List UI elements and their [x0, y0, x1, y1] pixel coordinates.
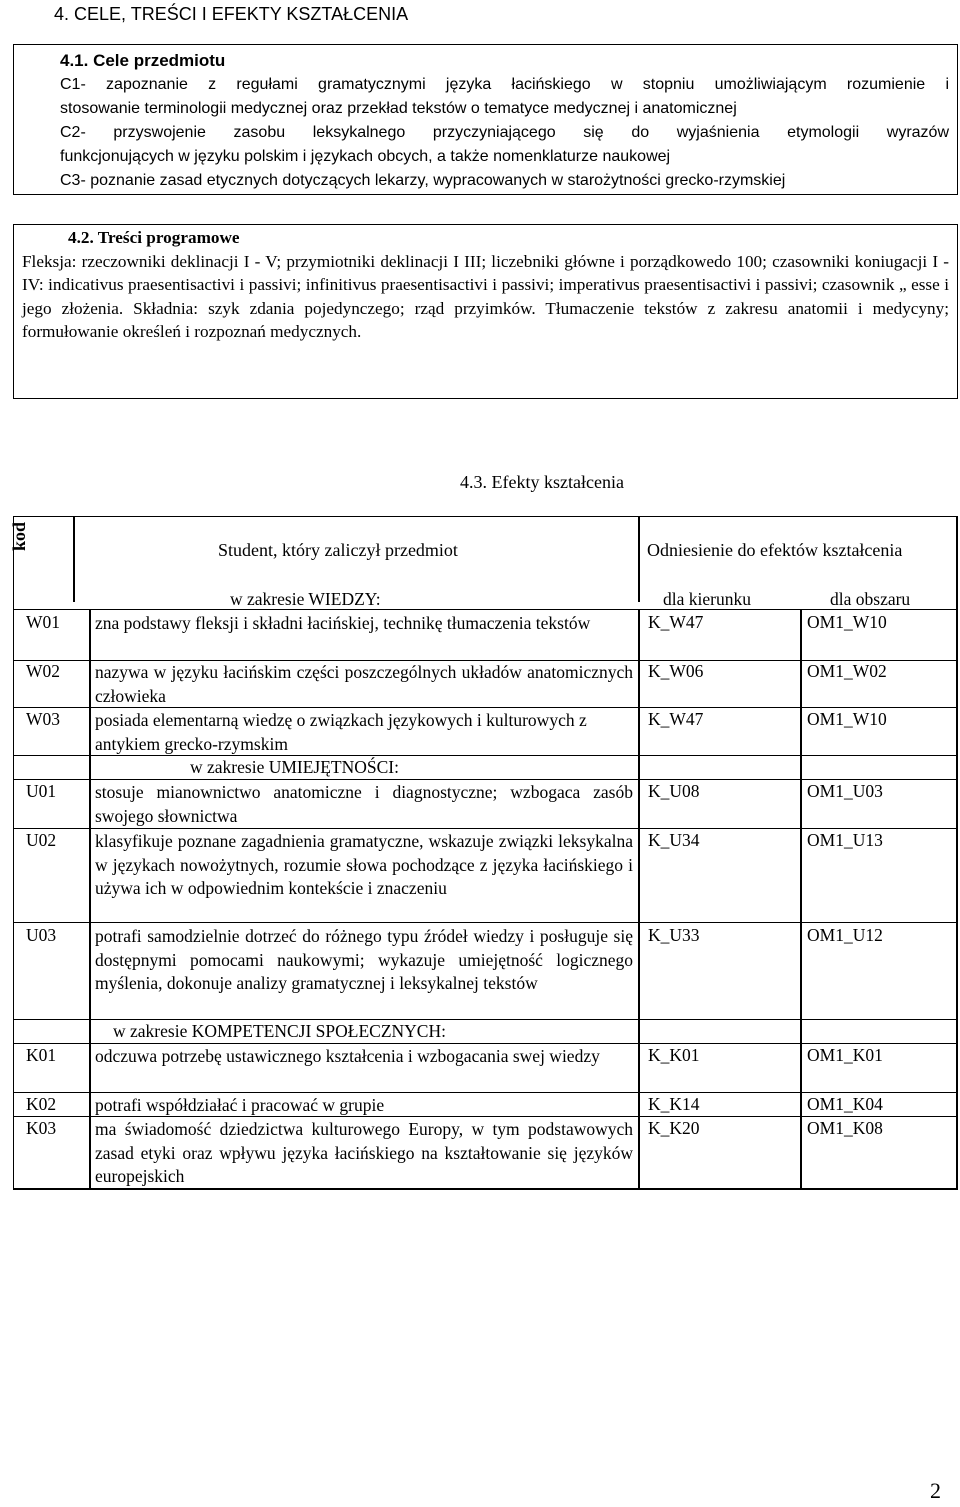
section-knowledge: w zakresie WIEDZY: [230, 589, 381, 609]
row-kierunek: K_W06 [648, 661, 704, 681]
contents-title: 4.2. Treści programowe [68, 228, 240, 247]
goals-title: 4.1. Cele przedmiotu [60, 51, 226, 70]
row-kierunek: K_U08 [648, 781, 700, 801]
goals-line: C2- przyswojenie zasobu leksykalnego przyczyniającego się do wyjaśnienia etymologii wyrazów [60, 124, 949, 141]
goals-box [13, 44, 958, 195]
row-description: klasyfikuje poznane zagadnienia gramatyczne, wskazuje związki leksykalna w językach nowożytnych, rozumie słowa pochodzące z języka łacińskiego i używa ich w odpowiednim kontekście i znaczeniu [95, 831, 633, 899]
row-obszar: OM1_W10 [807, 612, 887, 632]
row-kierunek: K_U33 [648, 925, 700, 945]
row-kierunek: K_W47 [648, 612, 704, 632]
goals-line: C3- poznanie zasad etycznych dotyczących lekarzy, wypracowanych w starożytności grecko-rzymskiej [60, 172, 786, 189]
obszar-header: dla obszaru [830, 589, 911, 609]
row-description: nazywa w języku łacińskim części poszczególnych układów anatomicznych człowieka [95, 662, 633, 706]
row-kierunek: K_U34 [648, 830, 700, 850]
row-code: U02 [26, 830, 57, 850]
row-kierunek: K_K14 [648, 1094, 700, 1114]
row-code: U01 [26, 781, 57, 801]
section-heading: 4. CELE, TREŚCI I EFEKTY KSZTAŁCENIA [54, 4, 409, 24]
row-kierunek: K_K20 [648, 1118, 700, 1138]
row-description: posiada elementarną wiedzę o związkach językowych i kulturowych z antykiem grecko-rzymskim [95, 710, 587, 754]
reference-column-header: Odniesienie do efektów kształcenia [647, 540, 903, 560]
contents-text: Fleksja: rzeczowniki deklinacji I - V; przymiotniki deklinacji I III; liczebniki główne i porządkowedo 100; czasowniki koniugacji I - IV: indicativus praesentisactivi i passivi; infinitivus praesentisactivi i passivi; imperativus praesentisactivi i passivi; czasownik „ esse i jego złożenia. Składnia: szyk zdania pojedynczego; rząd przyimków. Tłumaczenie tekstów z zakresu anatomii i medycyny; formułowanie określeń i rozpoznań medycznych. [22, 251, 949, 341]
row-code: W01 [26, 612, 61, 632]
row-code: K02 [26, 1094, 57, 1114]
row-obszar: OM1_K01 [807, 1045, 883, 1065]
row-code: W02 [26, 661, 61, 681]
goals-line: funkcjonujących w języku polskim i językach obcych, a także nomenklaturze naukowej [60, 148, 671, 165]
goals-line: stosowanie terminologii medycznej oraz przekład tekstów o tematyce medycznej i anatomicznej [60, 100, 737, 117]
row-code: W03 [26, 709, 61, 729]
row-obszar: OM1_W02 [807, 661, 887, 681]
row-obszar: OM1_U03 [807, 781, 883, 801]
row-obszar: OM1_U13 [807, 830, 883, 850]
row-obszar: OM1_K04 [807, 1094, 883, 1114]
contents-box [13, 224, 958, 399]
kierunek-header: dla kierunku [663, 589, 751, 609]
page-number: 2 [930, 1478, 941, 1503]
row-code: U03 [26, 925, 57, 945]
kod-column-header: kod [9, 521, 29, 551]
row-code: K01 [26, 1045, 57, 1065]
student-column-header: Student, który zaliczył przedmiot [218, 540, 458, 560]
row-description: stosuje mianownictwo anatomiczne i diagnostyczne; wzbogaca zasób swojego słownictwa [95, 782, 633, 826]
section-competences: w zakresie KOMPETENCJI SPOŁECZNYCH: [113, 1021, 446, 1041]
row-description: odczuwa potrzebę ustawicznego kształcenia i wzbogacania swej wiedzy [95, 1046, 600, 1066]
row-description: zna podstawy fleksji i składni łacińskiej, technikę tłumaczenia tekstów [95, 613, 591, 633]
outcomes-title: 4.3. Efekty kształcenia [460, 472, 624, 492]
row-description: ma świadomość dziedzictwa kulturowego Europy, w tym podstawowych zasad etyki oraz wpływu języka łacińskiego na kształtowanie się języków europejskich [95, 1119, 633, 1187]
row-obszar: OM1_U12 [807, 925, 883, 945]
row-description: potrafi samodzielnie dotrzeć do różnego typu źródeł wiedzy i posługuje się dostępnymi pomocami naukowymi; wykazuje umiejętność logicznego myślenia, dokonuje analizy gramatycznej i leksykalnej tekstów [95, 926, 633, 994]
row-description: potrafi współdziałać i pracować w grupie [95, 1095, 385, 1115]
row-code: K03 [26, 1118, 57, 1138]
row-kierunek: K_W47 [648, 709, 704, 729]
row-obszar: OM1_K08 [807, 1118, 883, 1138]
row-obszar: OM1_W10 [807, 709, 887, 729]
section-skills: w zakresie UMIEJĘTNOŚCI: [190, 757, 399, 777]
row-kierunek: K_K01 [648, 1045, 700, 1065]
goals-line: C1- zapoznanie z regułami gramatycznymi języka łacińskiego w stopniu umożliwiającym rozumienie i [60, 76, 949, 93]
